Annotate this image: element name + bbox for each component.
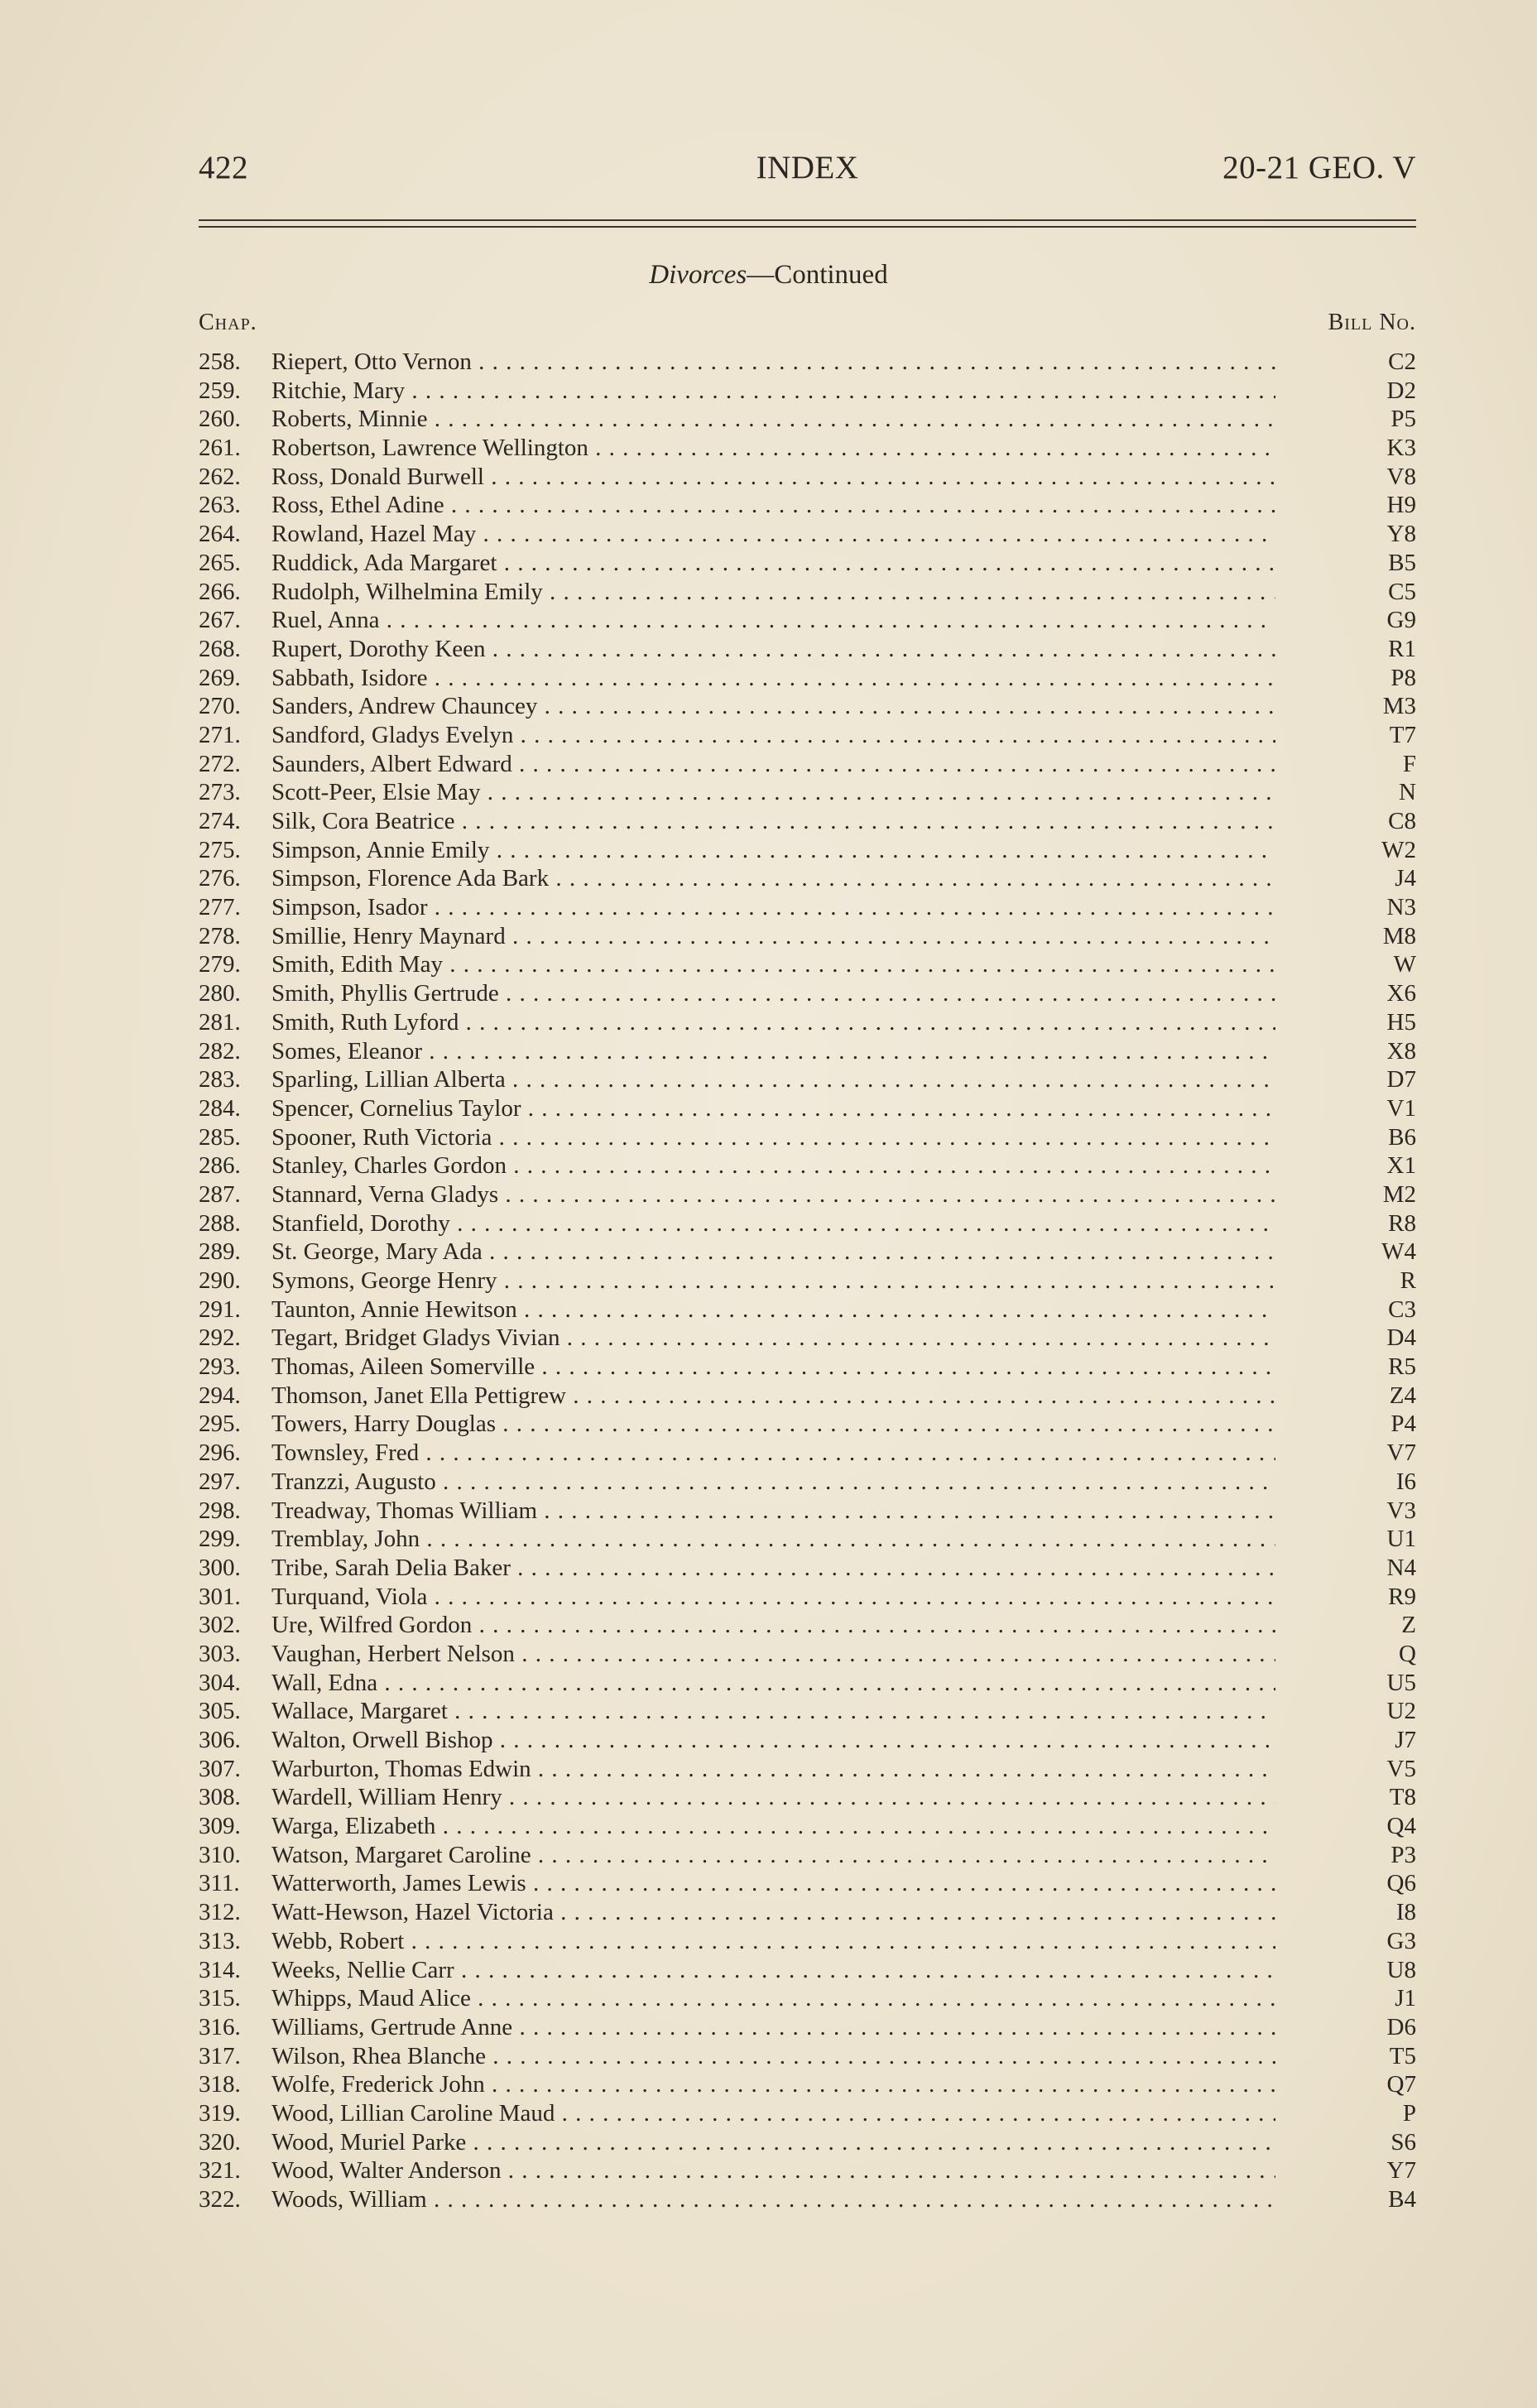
chapter-number: 260.	[199, 406, 241, 433]
entry-name: Turquand, Viola . . .	[271, 1583, 1275, 1612]
entry-name: Warburton, Thomas Edwin . . .	[271, 1755, 1275, 1784]
chapter-number: 277.	[199, 894, 241, 921]
entry-name: Walton, Orwell Bishop . . .	[271, 1726, 1275, 1755]
chapter-number: 312.	[199, 1899, 241, 1926]
index-entry-row	[199, 1583, 1416, 1612]
chapter-number: 307.	[199, 1755, 241, 1782]
entry-name: Rowland, Hazel May . . .	[271, 520, 1275, 549]
index-entry-row	[199, 1266, 1416, 1295]
chapter-number: 304.	[199, 1669, 241, 1696]
chapter-number: 301.	[199, 1583, 241, 1610]
column-headers	[199, 310, 1416, 343]
chapter-number: 303.	[199, 1640, 241, 1667]
entry-name: Smith, Ruth Lyford . . .	[271, 1008, 1275, 1037]
entry-name: Symons, George Henry . . .	[271, 1266, 1275, 1295]
bill-number: C2	[1388, 348, 1416, 375]
index-entry-row	[199, 1956, 1416, 1985]
bill-number: P	[1402, 2099, 1416, 2127]
entry-name: Rupert, Dorothy Keen . . .	[271, 635, 1275, 664]
chapter-number: 305.	[199, 1698, 241, 1725]
header-rule-bottom	[199, 226, 1416, 228]
chapter-number: 318.	[199, 2071, 241, 2098]
chapter-number: 308.	[199, 1784, 241, 1811]
bill-number: U5	[1386, 1669, 1416, 1696]
bill-number: I8	[1395, 1899, 1416, 1926]
bill-number: P3	[1391, 1841, 1416, 1868]
bill-number: N4	[1386, 1554, 1416, 1581]
bill-number: W2	[1381, 836, 1416, 863]
index-entry-row	[199, 1640, 1416, 1669]
bill-number: M8	[1382, 922, 1416, 949]
chapter-number: 281.	[199, 1008, 241, 1036]
entry-name: Wolfe, Frederick John . . .	[271, 2070, 1275, 2099]
entry-name: Smith, Phyllis Gertrude . . .	[271, 979, 1275, 1008]
index-entry-row	[199, 1238, 1416, 1266]
entry-name: Ruel, Anna . . .	[271, 606, 1275, 635]
entry-name: Whipps, Maud Alice . . .	[271, 1984, 1275, 2013]
index-entry-row	[199, 1669, 1416, 1698]
index-entry-row	[199, 979, 1416, 1008]
bill-number: V3	[1386, 1497, 1416, 1524]
index-entry-row	[199, 2156, 1416, 2185]
index-entry-row	[199, 1755, 1416, 1784]
entry-name: Thomson, Janet Ella Pettigrew . . .	[271, 1382, 1275, 1411]
chapter-number: 262.	[199, 463, 241, 490]
entry-name: Ross, Ethel Adine . . .	[271, 491, 1275, 520]
index-entry-row	[199, 491, 1416, 520]
index-entry-row	[199, 405, 1416, 434]
chapter-number: 258.	[199, 348, 241, 375]
entry-name: Wall, Edna . . .	[271, 1669, 1275, 1698]
chapter-number: 266.	[199, 578, 241, 605]
header-session: 20-21 GEO. V	[1222, 150, 1416, 185]
index-entry-row	[199, 1812, 1416, 1841]
bill-number: D2	[1386, 377, 1416, 404]
bill-number: V7	[1386, 1440, 1416, 1467]
chapter-number: 282.	[199, 1037, 241, 1065]
bill-number: R5	[1388, 1353, 1416, 1381]
index-entry-row	[199, 1008, 1416, 1037]
entry-name: Spencer, Cornelius Taylor . . .	[271, 1094, 1275, 1123]
entry-name: Towers, Harry Douglas . . .	[271, 1410, 1275, 1439]
index-entry-row	[199, 2013, 1416, 2042]
index-entry-row	[199, 664, 1416, 693]
bill-number: Y8	[1386, 521, 1416, 548]
entry-name: Stannard, Verna Gladys . . .	[271, 1180, 1275, 1209]
chapter-number: 291.	[199, 1295, 241, 1323]
index-entry-row	[199, 1180, 1416, 1209]
index-entry-row	[199, 807, 1416, 836]
entry-name: Silk, Cora Beatrice . . .	[271, 807, 1275, 836]
index-entry-row	[199, 1324, 1416, 1353]
section-title	[0, 260, 1537, 291]
bill-number: T5	[1389, 2042, 1416, 2069]
index-entry-row	[199, 606, 1416, 635]
bill-number: J1	[1395, 1985, 1416, 2012]
chapter-number: 273.	[199, 779, 241, 806]
column-header-bill: Bill No.	[1328, 310, 1416, 335]
section-title-italic: Divorces	[649, 260, 747, 290]
entry-name: Spooner, Ruth Victoria . . .	[271, 1123, 1275, 1152]
bill-number: Y7	[1386, 2157, 1416, 2185]
index-entry-row	[199, 721, 1416, 750]
index-entry-row	[199, 2128, 1416, 2157]
bill-number: V5	[1386, 1755, 1416, 1782]
index-entry-row	[199, 1497, 1416, 1526]
bill-number: Q	[1399, 1640, 1416, 1667]
chapter-number: 320.	[199, 2128, 241, 2156]
bill-number: C5	[1388, 578, 1416, 605]
header-title: INDEX	[756, 150, 859, 185]
bill-number: R	[1400, 1267, 1416, 1294]
bill-number: S6	[1391, 2128, 1416, 2156]
chapter-number: 272.	[199, 750, 241, 777]
chapter-number: 269.	[199, 664, 241, 691]
bill-number: B5	[1388, 549, 1416, 576]
entry-name: Thomas, Aileen Somerville . . .	[271, 1353, 1275, 1382]
bill-number: V1	[1386, 1094, 1416, 1122]
bill-number: X8	[1386, 1037, 1416, 1065]
index-entry-row	[199, 950, 1416, 979]
chapter-number: 267.	[199, 607, 241, 634]
bill-number: T7	[1389, 721, 1416, 748]
bill-number: F	[1402, 750, 1416, 777]
entry-name: Watson, Margaret Caroline . . .	[271, 1841, 1275, 1870]
bill-number: X6	[1386, 980, 1416, 1007]
index-entry-row	[199, 922, 1416, 951]
chapter-number: 310.	[199, 1841, 241, 1868]
entry-name: Tremblay, John . . .	[271, 1525, 1275, 1554]
bill-number: W	[1393, 951, 1416, 978]
entry-name: Simpson, Florence Ada Bark . . .	[271, 864, 1275, 893]
bill-number: G9	[1386, 607, 1416, 634]
bill-number: P5	[1391, 406, 1416, 433]
entry-name: Wilson, Rhea Blanche . . .	[271, 2042, 1275, 2071]
index-entry-row	[199, 1697, 1416, 1726]
index-entry-row	[199, 520, 1416, 549]
index-entry-row	[199, 1123, 1416, 1152]
chapter-number: 313.	[199, 1927, 241, 1954]
chapter-number: 275.	[199, 836, 241, 863]
chapter-number: 322.	[199, 2186, 241, 2213]
bill-number: Q6	[1386, 1870, 1416, 1897]
entry-name: Woods, William . . .	[271, 2185, 1275, 2214]
bill-number: C8	[1388, 808, 1416, 834]
chapter-number: 302.	[199, 1612, 241, 1639]
index-entry-row	[199, 578, 1416, 607]
chapter-number: 292.	[199, 1324, 241, 1352]
index-entry-row	[199, 1094, 1416, 1123]
index-entry-row	[199, 1611, 1416, 1640]
chapter-number: 311.	[199, 1870, 240, 1897]
bill-number: J4	[1395, 865, 1416, 892]
chapter-number: 283.	[199, 1066, 241, 1093]
index-entry-row	[199, 836, 1416, 865]
chapter-number: 284.	[199, 1094, 241, 1122]
entry-name: Taunton, Annie Hewitson . . .	[271, 1295, 1275, 1324]
entry-name: Scott-Peer, Elsie May . . .	[271, 778, 1275, 807]
chapter-number: 285.	[199, 1123, 241, 1151]
chapter-number: 279.	[199, 951, 241, 978]
bill-number: Q4	[1386, 1813, 1416, 1840]
bill-number: K3	[1386, 435, 1416, 462]
entry-name: Ritchie, Mary . . .	[271, 377, 1275, 406]
bill-number: J7	[1395, 1727, 1416, 1753]
chapter-number: 300.	[199, 1554, 241, 1581]
index-entry-row	[199, 1783, 1416, 1812]
index-entry-row	[199, 463, 1416, 492]
chapter-number: 299.	[199, 1526, 241, 1553]
chapter-number: 317.	[199, 2042, 241, 2069]
header-rule-top	[199, 219, 1416, 221]
index-entry-row	[199, 1468, 1416, 1497]
index-entry-row	[199, 2070, 1416, 2099]
chapter-number: 271.	[199, 721, 241, 748]
bill-number: N3	[1386, 894, 1416, 921]
bill-number: Z4	[1389, 1382, 1416, 1409]
index-entry-row	[199, 549, 1416, 578]
entry-name: Tribe, Sarah Delia Baker . . .	[271, 1554, 1275, 1583]
index-entry-row	[199, 1151, 1416, 1180]
entry-name: Simpson, Annie Emily . . .	[271, 836, 1275, 865]
bill-number: R1	[1388, 635, 1416, 662]
index-entry-row	[199, 2099, 1416, 2128]
chapter-number: 306.	[199, 1727, 241, 1753]
section-title-continued: —Continued	[747, 260, 888, 290]
index-entry-row	[199, 1869, 1416, 1898]
chapter-number: 265.	[199, 549, 241, 576]
index-entry-row	[199, 692, 1416, 721]
entry-name: Watterworth, James Lewis . . .	[271, 1869, 1275, 1898]
entry-name: Wardell, William Henry . . .	[271, 1783, 1275, 1812]
index-entry-row	[199, 1898, 1416, 1927]
entry-name: St. George, Mary Ada . . .	[271, 1238, 1275, 1266]
index-entry-row	[199, 2042, 1416, 2071]
index-entry-row	[199, 377, 1416, 406]
chapter-number: 264.	[199, 521, 241, 548]
bill-number: H9	[1386, 492, 1416, 519]
index-entry-row	[199, 1726, 1416, 1755]
bill-number: G3	[1386, 1927, 1416, 1954]
entry-name: Weeks, Nellie Carr . . .	[271, 1956, 1275, 1985]
entry-name: Townsley, Fred . . .	[271, 1439, 1275, 1468]
index-entry-row	[199, 1382, 1416, 1411]
chapter-number: 294.	[199, 1382, 241, 1409]
entry-name: Tegart, Bridget Gladys Vivian . . .	[271, 1324, 1275, 1353]
index-entry-row	[199, 778, 1416, 807]
entry-name: Treadway, Thomas William . . .	[271, 1497, 1275, 1526]
bill-number: M3	[1382, 693, 1416, 720]
bill-number: M2	[1382, 1180, 1416, 1208]
entry-name: Williams, Gertrude Anne . . .	[271, 2013, 1275, 2042]
entry-name: Ure, Wilfred Gordon . . .	[271, 1611, 1275, 1640]
chapter-number: 314.	[199, 1956, 241, 1983]
page-number: 422	[199, 150, 248, 185]
entry-name: Stanfield, Dorothy . . .	[271, 1209, 1275, 1238]
bill-number: X1	[1386, 1152, 1416, 1180]
chapter-number: 274.	[199, 808, 241, 834]
chapter-number: 278.	[199, 922, 241, 949]
chapter-number: 276.	[199, 865, 241, 892]
index-entry-row	[199, 434, 1416, 463]
bill-number: C3	[1388, 1295, 1416, 1323]
entry-name: Sparling, Lillian Alberta . . .	[271, 1065, 1275, 1094]
entry-name: Rudolph, Wilhelmina Emily . . .	[271, 578, 1275, 607]
index-entry-row	[199, 2185, 1416, 2214]
bill-number: D7	[1386, 1066, 1416, 1093]
bill-number: D4	[1386, 1324, 1416, 1352]
bill-number: U2	[1386, 1698, 1416, 1725]
entry-name: Watt-Hewson, Hazel Victoria . . .	[271, 1898, 1275, 1927]
entry-name: Smith, Edith May . . .	[271, 950, 1275, 979]
index-entry-row	[199, 1525, 1416, 1554]
entry-name: Roberts, Minnie . . .	[271, 405, 1275, 434]
chapter-number: 286.	[199, 1152, 241, 1180]
chapter-number: 288.	[199, 1209, 241, 1237]
bill-number: D6	[1386, 2013, 1416, 2040]
index-entry-row	[199, 1841, 1416, 1870]
chapter-number: 280.	[199, 980, 241, 1007]
index-entry-row	[199, 893, 1416, 922]
bill-number: N	[1399, 779, 1416, 806]
chapter-number: 270.	[199, 693, 241, 720]
index-entry-row	[199, 1927, 1416, 1956]
entry-name: Ross, Donald Burwell . . .	[271, 463, 1275, 492]
bill-number: Q7	[1386, 2071, 1416, 2098]
entry-name: Tranzzi, Augusto . . .	[271, 1468, 1275, 1497]
bill-number: U1	[1386, 1526, 1416, 1553]
chapter-number: 263.	[199, 492, 241, 519]
index-entry-row	[199, 348, 1416, 377]
bill-number: W4	[1381, 1238, 1416, 1266]
chapter-number: 289.	[199, 1238, 241, 1266]
chapter-number: 259.	[199, 377, 241, 404]
entry-name: Simpson, Isador . . .	[271, 893, 1275, 922]
bill-number: P8	[1391, 664, 1416, 691]
index-entry-row	[199, 1353, 1416, 1382]
entry-name: Riepert, Otto Vernon . . .	[271, 348, 1275, 377]
bill-number: P4	[1391, 1411, 1416, 1438]
chapter-number: 309.	[199, 1813, 241, 1840]
index-entry-row	[199, 750, 1416, 779]
index-entry-row	[199, 635, 1416, 664]
entry-name: Wallace, Margaret . . .	[271, 1697, 1275, 1726]
index-entry-row	[199, 1037, 1416, 1066]
entry-name: Somes, Eleanor . . .	[271, 1037, 1275, 1066]
index-entry-row	[199, 1554, 1416, 1583]
chapter-number: 295.	[199, 1411, 241, 1438]
bill-number: B6	[1388, 1123, 1416, 1151]
entry-name: Sandford, Gladys Evelyn . . .	[271, 721, 1275, 750]
bill-number: I6	[1395, 1468, 1416, 1495]
bill-number: Z	[1401, 1612, 1416, 1639]
chapter-number: 290.	[199, 1267, 241, 1294]
bill-number: H5	[1386, 1008, 1416, 1036]
bill-number: T8	[1389, 1784, 1416, 1811]
column-header-chap: Chap.	[199, 310, 257, 335]
index-entry-row	[199, 1984, 1416, 2013]
index-entry-row	[199, 1065, 1416, 1094]
entry-name: Wood, Lillian Caroline Maud . . .	[271, 2099, 1275, 2128]
entry-name: Webb, Robert . . .	[271, 1927, 1275, 1956]
entry-name: Wood, Muriel Parke . . .	[271, 2128, 1275, 2157]
index-entry-row	[199, 1209, 1416, 1238]
chapter-number: 319.	[199, 2099, 241, 2127]
chapter-number: 297.	[199, 1468, 241, 1495]
entry-name: Saunders, Albert Edward . . .	[271, 750, 1275, 779]
entry-name: Warga, Elizabeth . . .	[271, 1812, 1275, 1841]
entry-name: Wood, Walter Anderson . . .	[271, 2156, 1275, 2185]
entry-name: Vaughan, Herbert Nelson . . .	[271, 1640, 1275, 1669]
chapter-number: 298.	[199, 1497, 241, 1524]
chapter-number: 293.	[199, 1353, 241, 1381]
bill-number: R9	[1388, 1583, 1416, 1610]
chapter-number: 296.	[199, 1440, 241, 1467]
chapter-number: 315.	[199, 1985, 241, 2012]
entry-name: Sabbath, Isidore . . .	[271, 664, 1275, 693]
entry-name: Smillie, Henry Maynard . . .	[271, 922, 1275, 951]
chapter-number: 321.	[199, 2157, 241, 2185]
bill-number: B4	[1388, 2186, 1416, 2213]
entry-name: Robertson, Lawrence Wellington . . .	[271, 434, 1275, 463]
entry-name: Ruddick, Ada Margaret . . .	[271, 549, 1275, 578]
index-entry-row	[199, 1439, 1416, 1468]
index-entry-row	[199, 864, 1416, 893]
index-entry-list	[199, 348, 1416, 2214]
bill-number: R8	[1388, 1209, 1416, 1237]
entry-name: Stanley, Charles Gordon . . .	[271, 1151, 1275, 1180]
running-header	[199, 149, 1416, 199]
bill-number: V8	[1386, 463, 1416, 490]
index-entry-row	[199, 1410, 1416, 1439]
index-entry-row	[199, 1295, 1416, 1324]
chapter-number: 261.	[199, 435, 241, 462]
entry-name: Sanders, Andrew Chauncey . . .	[271, 692, 1275, 721]
bill-number: U8	[1386, 1956, 1416, 1983]
chapter-number: 268.	[199, 635, 241, 662]
chapter-number: 287.	[199, 1180, 241, 1208]
chapter-number: 316.	[199, 2013, 241, 2040]
